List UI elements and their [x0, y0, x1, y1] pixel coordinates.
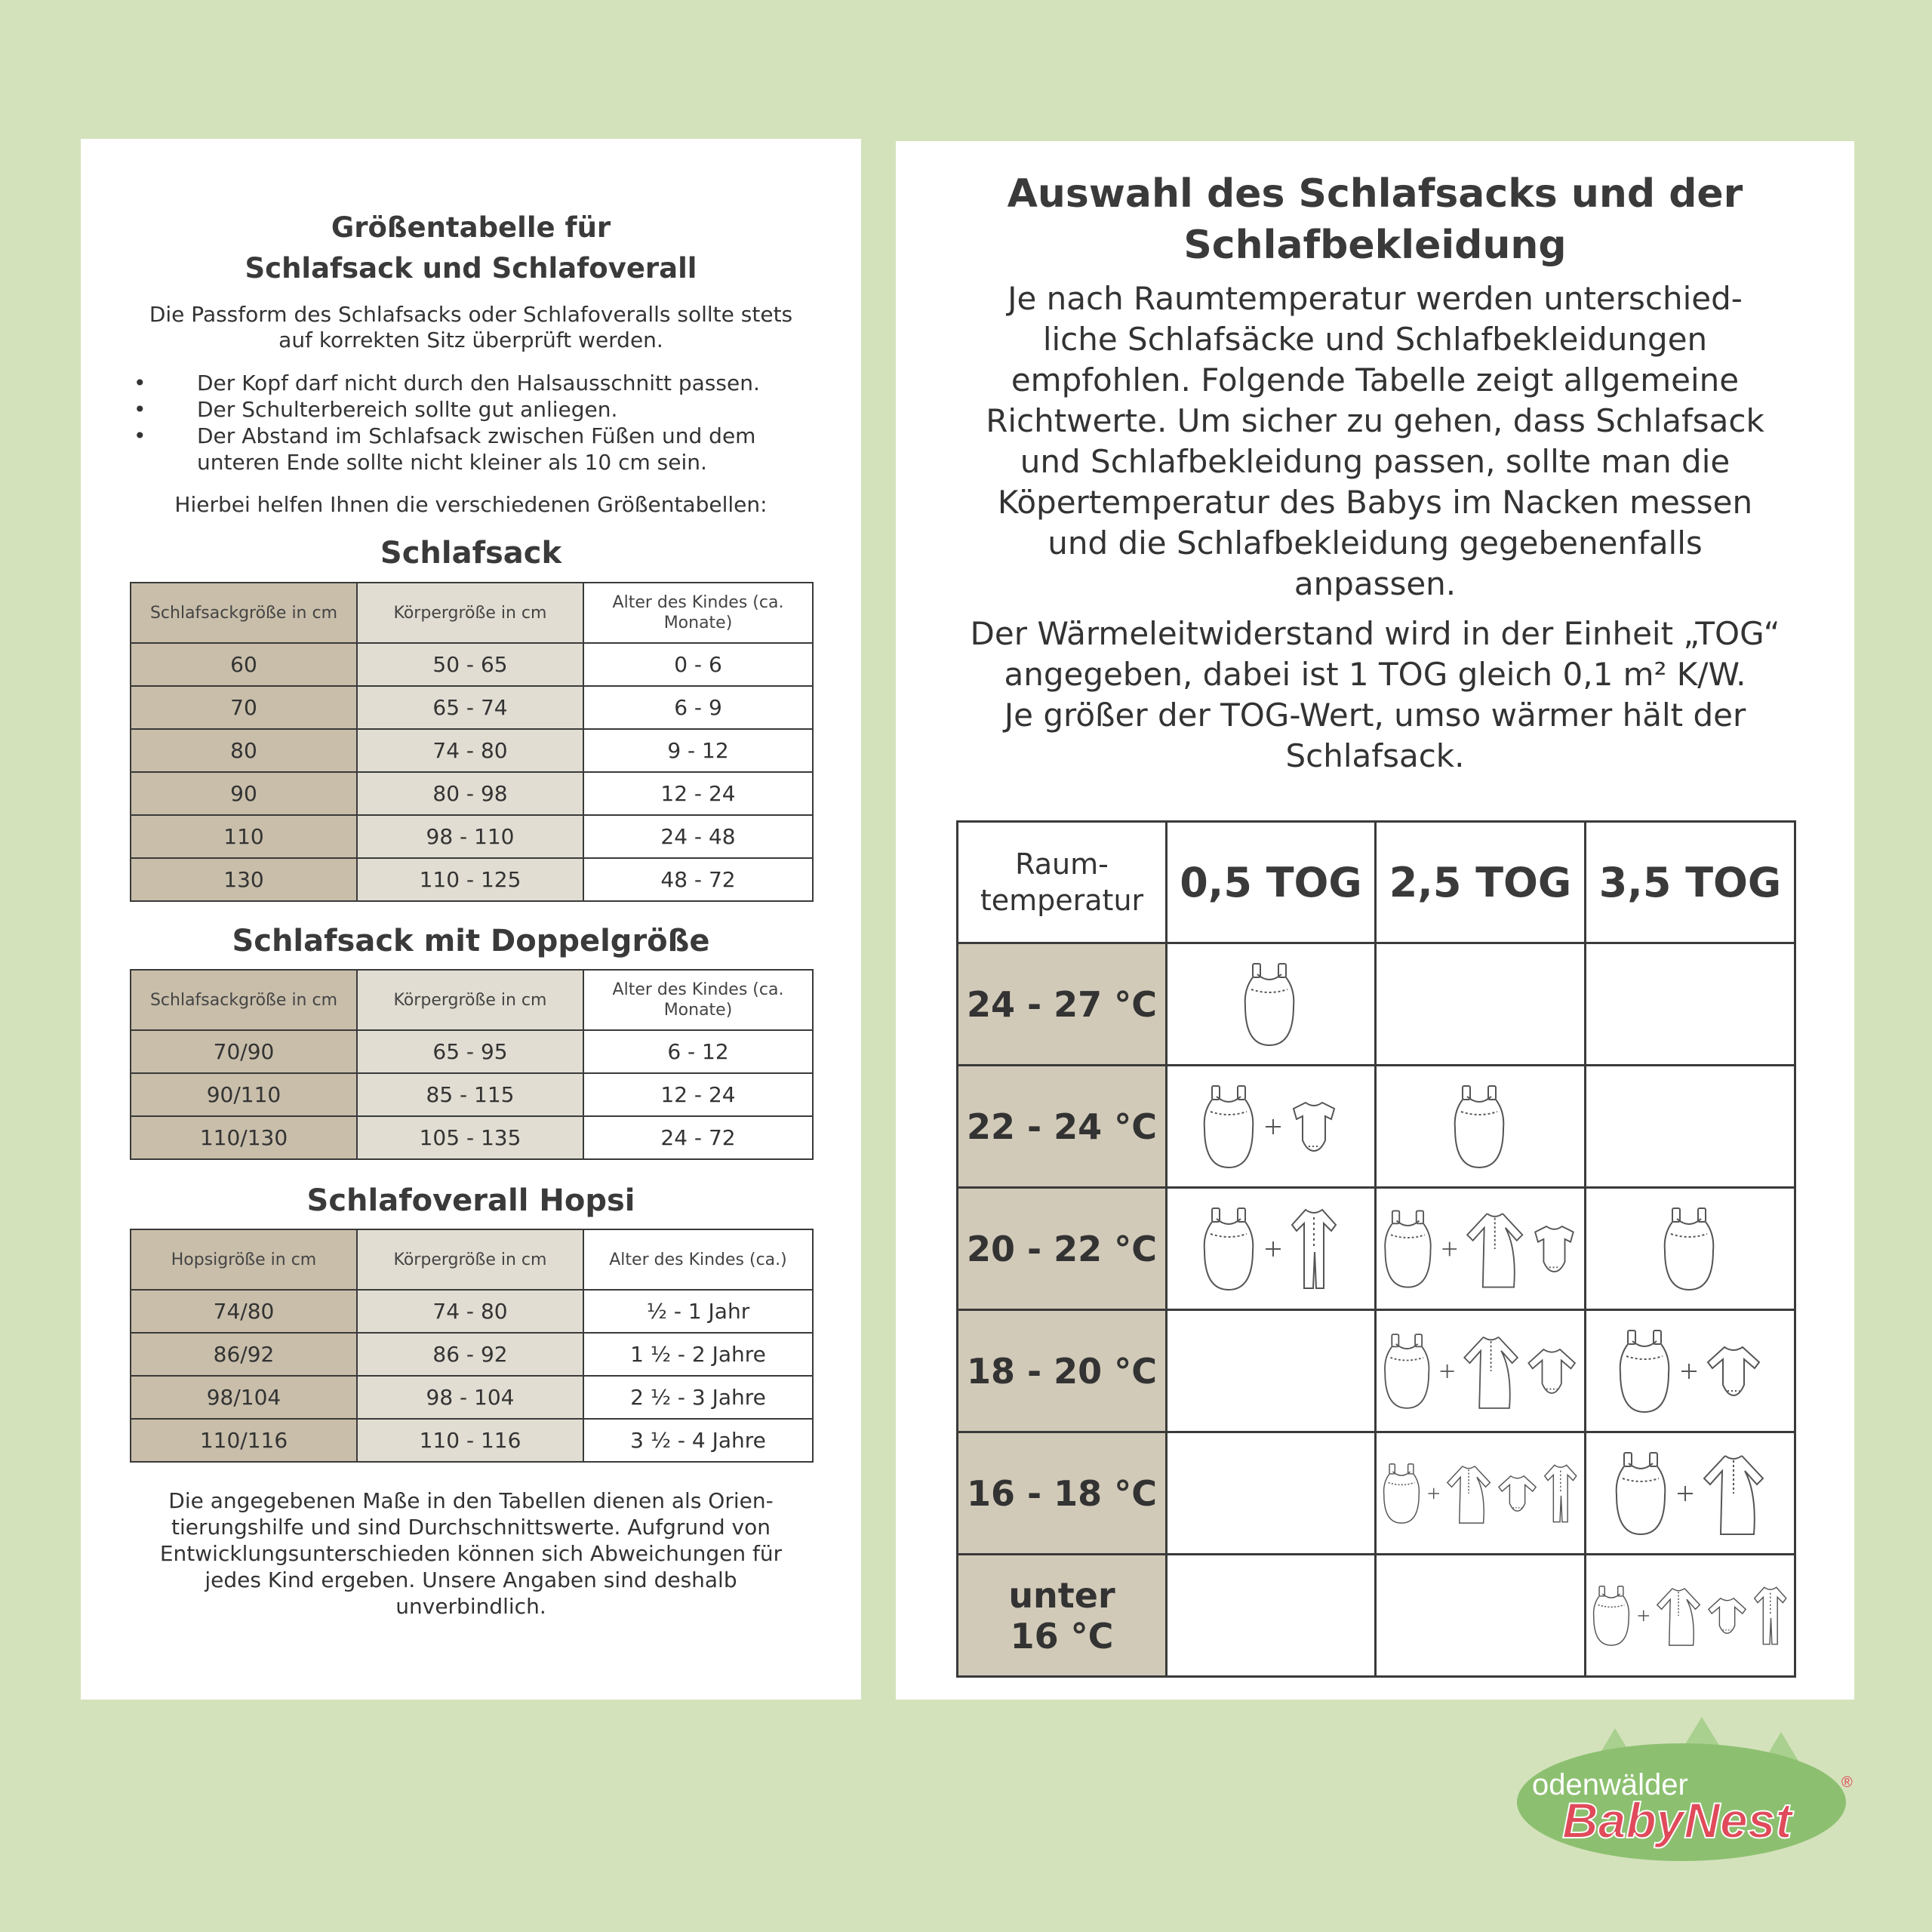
tog-row — [958, 943, 1795, 1066]
tog-table — [956, 820, 1796, 1678]
table-cell: 110 — [131, 815, 357, 858]
tog-title-line2: Schlafbekleidung — [1183, 223, 1567, 268]
babynest-logo — [1509, 1713, 1864, 1864]
clothing-icons — [1614, 1324, 1767, 1418]
bodysuit-short-icon — [1294, 1103, 1334, 1151]
clothing-cell — [1167, 1310, 1376, 1432]
clothing-icons — [1380, 1324, 1582, 1418]
footer-line: Entwicklungsunterschieden können sich Abweichungen für — [159, 1541, 783, 1566]
tog-column-header: 0,5 TOG — [1167, 822, 1376, 943]
registered-mark: ® — [1841, 1774, 1853, 1791]
clothing-cell — [1167, 1432, 1376, 1555]
tog-definition-paragraph: Der Wärmeleitwiderstand wird in der Einheit „TOG“ angegeben, dabei ist 1 TOG gleich 0,1 m² K/W. Je größer der TOG-Wert, umso wärmer hält der Schlafsack. — [970, 615, 1780, 774]
room-temperature-header: Raum- temperatur — [958, 822, 1167, 943]
sleeved-bag-icon — [1657, 1588, 1699, 1644]
clothing-icons — [1380, 1447, 1582, 1540]
clothing-icons — [1449, 1080, 1512, 1174]
table-title-doppelgroesse: Schlafsack mit Doppelgröße — [232, 924, 710, 958]
column-header: Alter des Kindes (ca. Monate) — [583, 583, 813, 643]
intro-line2: auf korrekten Sitz überprüft werden. — [278, 328, 663, 352]
table-row — [131, 1419, 813, 1462]
table-cell: 65 - 74 — [357, 686, 583, 729]
table-cell: 110/116 — [131, 1419, 357, 1462]
tog-intro-paragraph: Je nach Raumtemperatur werden unterschied- liche Schlafsäcke und Schlafbekleidungen empfohlen. Folgende Tabelle zeigt allgemeine Richtwerte. Um sicher zu gehen, dass Schlafsack und Schlafbekleidung passen, sollte man die Köpertemperatur des Babys im Nacken messen und die Schlafbekleidung gegebenenfalls anpassen. — [986, 280, 1764, 602]
list-item: • Der Abstand im Schlafsack zwischen Füßen und dem unteren Ende sollte nicht kleiner als 10 cm sein. — [134, 423, 756, 475]
clothing-cell — [1376, 1432, 1586, 1555]
table-cell: 65 - 95 — [357, 1030, 583, 1073]
sleeved-bag-icon — [1464, 1337, 1518, 1407]
footer-line: jedes Kind ergeben. Unsere Angaben sind deshalb — [205, 1567, 737, 1592]
table-cell: 98 - 110 — [357, 815, 583, 858]
clothing-cell — [1376, 1188, 1586, 1310]
table-cell: 24 - 72 — [583, 1116, 813, 1159]
table-cell: 74 - 80 — [357, 729, 583, 772]
clothing-cell — [1167, 1555, 1376, 1677]
bodysuit-long-icon — [1708, 1598, 1745, 1632]
table-header-row — [131, 970, 813, 1030]
tog-row — [958, 1188, 1795, 1310]
bodysuit-long-icon — [1708, 1347, 1759, 1395]
clothing-cell — [1167, 943, 1376, 1066]
table-row — [131, 1376, 813, 1419]
sleeping-bag-icon — [1385, 1211, 1431, 1287]
sleeping-bag-icon — [1620, 1331, 1669, 1412]
sleeping-bag-icon — [1383, 1463, 1419, 1522]
romper-icon — [1544, 1465, 1576, 1521]
table-row — [131, 772, 813, 815]
bullet-icon: • — [134, 397, 146, 422]
clothing-icons — [1659, 1202, 1722, 1296]
table-row — [131, 686, 813, 729]
clothing-cell — [1376, 1066, 1586, 1188]
table-row — [131, 1073, 813, 1116]
table-cell: 110 - 116 — [357, 1419, 583, 1462]
clothing-cell — [1167, 1066, 1376, 1188]
tog-row — [958, 1310, 1795, 1432]
clothing-cell — [1586, 1432, 1795, 1555]
table-row — [131, 858, 813, 901]
table-cell: 60 — [131, 643, 357, 686]
plus-icon — [1266, 1119, 1281, 1134]
footer-line: unverbindlich. — [395, 1594, 546, 1619]
sleeved-bag-icon — [1447, 1466, 1489, 1522]
table-cell: 12 - 24 — [583, 772, 813, 815]
column-header: Schlafsackgröße in cm — [131, 970, 357, 1030]
table-cell: 9 - 12 — [583, 729, 813, 772]
column-header: Körpergröße in cm — [357, 1229, 583, 1290]
tog-row — [958, 1432, 1795, 1555]
clothing-cell — [1376, 943, 1586, 1066]
tog-title-line1: Auswahl des Schlafsacks und der — [1007, 171, 1743, 217]
table-cell: 3 ½ - 4 Jahre — [583, 1419, 813, 1462]
table-cell: 110 - 125 — [357, 858, 583, 901]
clothing-cell — [1376, 1555, 1586, 1677]
temperature-cell: 22 - 24 °C — [958, 1066, 1167, 1188]
table-cell: 86/92 — [131, 1333, 357, 1376]
table-cell: 74 - 80 — [357, 1290, 583, 1333]
clothing-icons — [1589, 1569, 1792, 1663]
table-cell: 105 - 135 — [357, 1116, 583, 1159]
table-title-schlafsack: Schlafsack — [380, 536, 562, 571]
footer-line: tierungshilfe und sind Durchschnittswerte. Aufgrund von — [171, 1515, 771, 1540]
table-cell: 50 - 65 — [357, 643, 583, 686]
plus-icon — [1681, 1364, 1697, 1379]
clothing-cell — [1167, 1188, 1376, 1310]
table-cell: 24 - 48 — [583, 815, 813, 858]
tog-header-row — [958, 822, 1795, 943]
size-chart-panel — [81, 139, 861, 1700]
sleeping-bag-icon — [1384, 1334, 1428, 1408]
plus-icon — [1678, 1486, 1693, 1501]
temperature-cell: 20 - 22 °C — [958, 1188, 1167, 1310]
sleeping-bag-icon — [1245, 964, 1294, 1045]
table-cell: 86 - 92 — [357, 1333, 583, 1376]
table-cell: 85 - 115 — [357, 1073, 583, 1116]
column-header: Körpergröße in cm — [357, 970, 583, 1030]
tog-guide-panel — [896, 141, 1854, 1700]
sleeping-bag-icon — [1664, 1208, 1713, 1290]
table-cell: 70 — [131, 686, 357, 729]
plus-icon — [1442, 1241, 1457, 1256]
logo-text-babynest: BabyNest — [1562, 1792, 1792, 1848]
bodysuit-long-icon — [1498, 1475, 1535, 1510]
size-chart-title-line1: Größentabelle für — [331, 211, 611, 244]
sleeping-bag-icon — [1616, 1453, 1665, 1534]
table-row — [131, 815, 813, 858]
tog-column-header: 2,5 TOG — [1376, 822, 1586, 943]
list-item: • Der Schulterbereich sollte gut anliegen. — [134, 397, 618, 422]
plus-icon — [1428, 1487, 1438, 1498]
sleeved-bag-icon — [1467, 1214, 1522, 1287]
clothing-icons — [1380, 1202, 1582, 1296]
temperature-cell: 18 - 20 °C — [958, 1310, 1167, 1432]
help-text: Hierbei helfen Ihnen die verschiedenen Größentabellen: — [174, 492, 768, 517]
table-cell: 90 — [131, 772, 357, 815]
clothing-icons — [1611, 1447, 1770, 1540]
sleeping-bag-icon — [1204, 1208, 1254, 1290]
list-item: • Der Kopf darf nicht durch den Halsausschnitt passen. — [134, 371, 760, 395]
plus-icon — [1638, 1610, 1648, 1620]
plus-icon — [1440, 1364, 1454, 1377]
clothing-cell — [1586, 1555, 1795, 1677]
temperature-cell: unter 16 °C — [958, 1555, 1167, 1677]
table-cell: 110/130 — [131, 1116, 357, 1159]
table-cell: 6 - 9 — [583, 686, 813, 729]
size-table-hopsi — [130, 1229, 814, 1463]
tog-row — [958, 1066, 1795, 1188]
table-cell: 2 ½ - 3 Jahre — [583, 1376, 813, 1419]
clothing-cell — [1586, 1066, 1795, 1188]
romper-icon — [1754, 1587, 1786, 1644]
bodysuit-long-icon — [1528, 1349, 1575, 1393]
table-cell: 12 - 24 — [583, 1073, 813, 1116]
column-header: Schlafsackgröße in cm — [131, 583, 357, 643]
fit-checklist — [134, 370, 835, 475]
logo-text-odenwaelder: odenwälder — [1532, 1768, 1688, 1801]
column-header: Alter des Kindes (ca.) — [583, 1229, 813, 1290]
table-cell: 98/104 — [131, 1376, 357, 1419]
table-row — [131, 1116, 813, 1159]
table-row — [131, 643, 813, 686]
table-cell: 1 ½ - 2 Jahre — [583, 1333, 813, 1376]
clothing-cell — [1586, 943, 1795, 1066]
table-cell: 6 - 12 — [583, 1030, 813, 1073]
clothing-cell — [1586, 1188, 1795, 1310]
tog-row — [958, 1555, 1795, 1677]
bodysuit-short-icon — [1535, 1226, 1574, 1272]
table-header-row — [131, 583, 813, 643]
clothing-cell — [1586, 1310, 1795, 1432]
column-header: Hopsigröße in cm — [131, 1229, 357, 1290]
table-title-hopsi: Schlafoverall Hopsi — [306, 1183, 635, 1218]
sleeping-bag-icon — [1593, 1586, 1629, 1644]
clothing-icons — [1198, 1202, 1343, 1296]
table-cell: 70/90 — [131, 1030, 357, 1073]
intro-line1: Die Passform des Schlafsacks oder Schlafoveralls sollte stets — [149, 302, 793, 327]
size-chart-title-line2: Schlafsack und Schlafoverall — [245, 252, 697, 285]
clothing-icons — [1198, 1080, 1343, 1174]
table-cell: 74/80 — [131, 1290, 357, 1333]
plus-icon — [1266, 1241, 1281, 1257]
table-cell: 0 - 6 — [583, 643, 813, 686]
table-row — [131, 729, 813, 772]
table-header-row — [131, 1229, 813, 1290]
table-row — [131, 1333, 813, 1376]
sleeping-bag-icon — [1204, 1086, 1254, 1168]
table-cell: 48 - 72 — [583, 858, 813, 901]
clothing-cell — [1376, 1310, 1586, 1432]
romper-icon — [1292, 1210, 1336, 1288]
clothing-icons — [1239, 958, 1303, 1051]
table-cell: 98 - 104 — [357, 1376, 583, 1419]
sleeping-bag-icon — [1454, 1086, 1503, 1168]
footer-line: Die angegebenen Maße in den Tabellen dienen als Orien- — [168, 1488, 774, 1513]
temperature-cell: 16 - 18 °C — [958, 1432, 1167, 1555]
table-row — [131, 1290, 813, 1333]
column-header: Alter des Kindes (ca. Monate) — [583, 970, 813, 1030]
table-cell: 80 — [131, 729, 357, 772]
size-table-schlafsack — [130, 582, 814, 902]
table-cell: 130 — [131, 858, 357, 901]
bullet-icon: • — [134, 423, 146, 448]
size-table-doppelgroesse — [130, 969, 814, 1160]
table-cell: 80 - 98 — [357, 772, 583, 815]
column-header: Körpergröße in cm — [357, 583, 583, 643]
temperature-cell: 24 - 27 °C — [958, 943, 1167, 1066]
sleeved-bag-icon — [1704, 1456, 1763, 1534]
table-row — [131, 1030, 813, 1073]
tog-column-header: 3,5 TOG — [1586, 822, 1795, 943]
bullet-icon: • — [134, 371, 146, 395]
table-cell: ½ - 1 Jahr — [583, 1290, 813, 1333]
table-cell: 90/110 — [131, 1073, 357, 1116]
